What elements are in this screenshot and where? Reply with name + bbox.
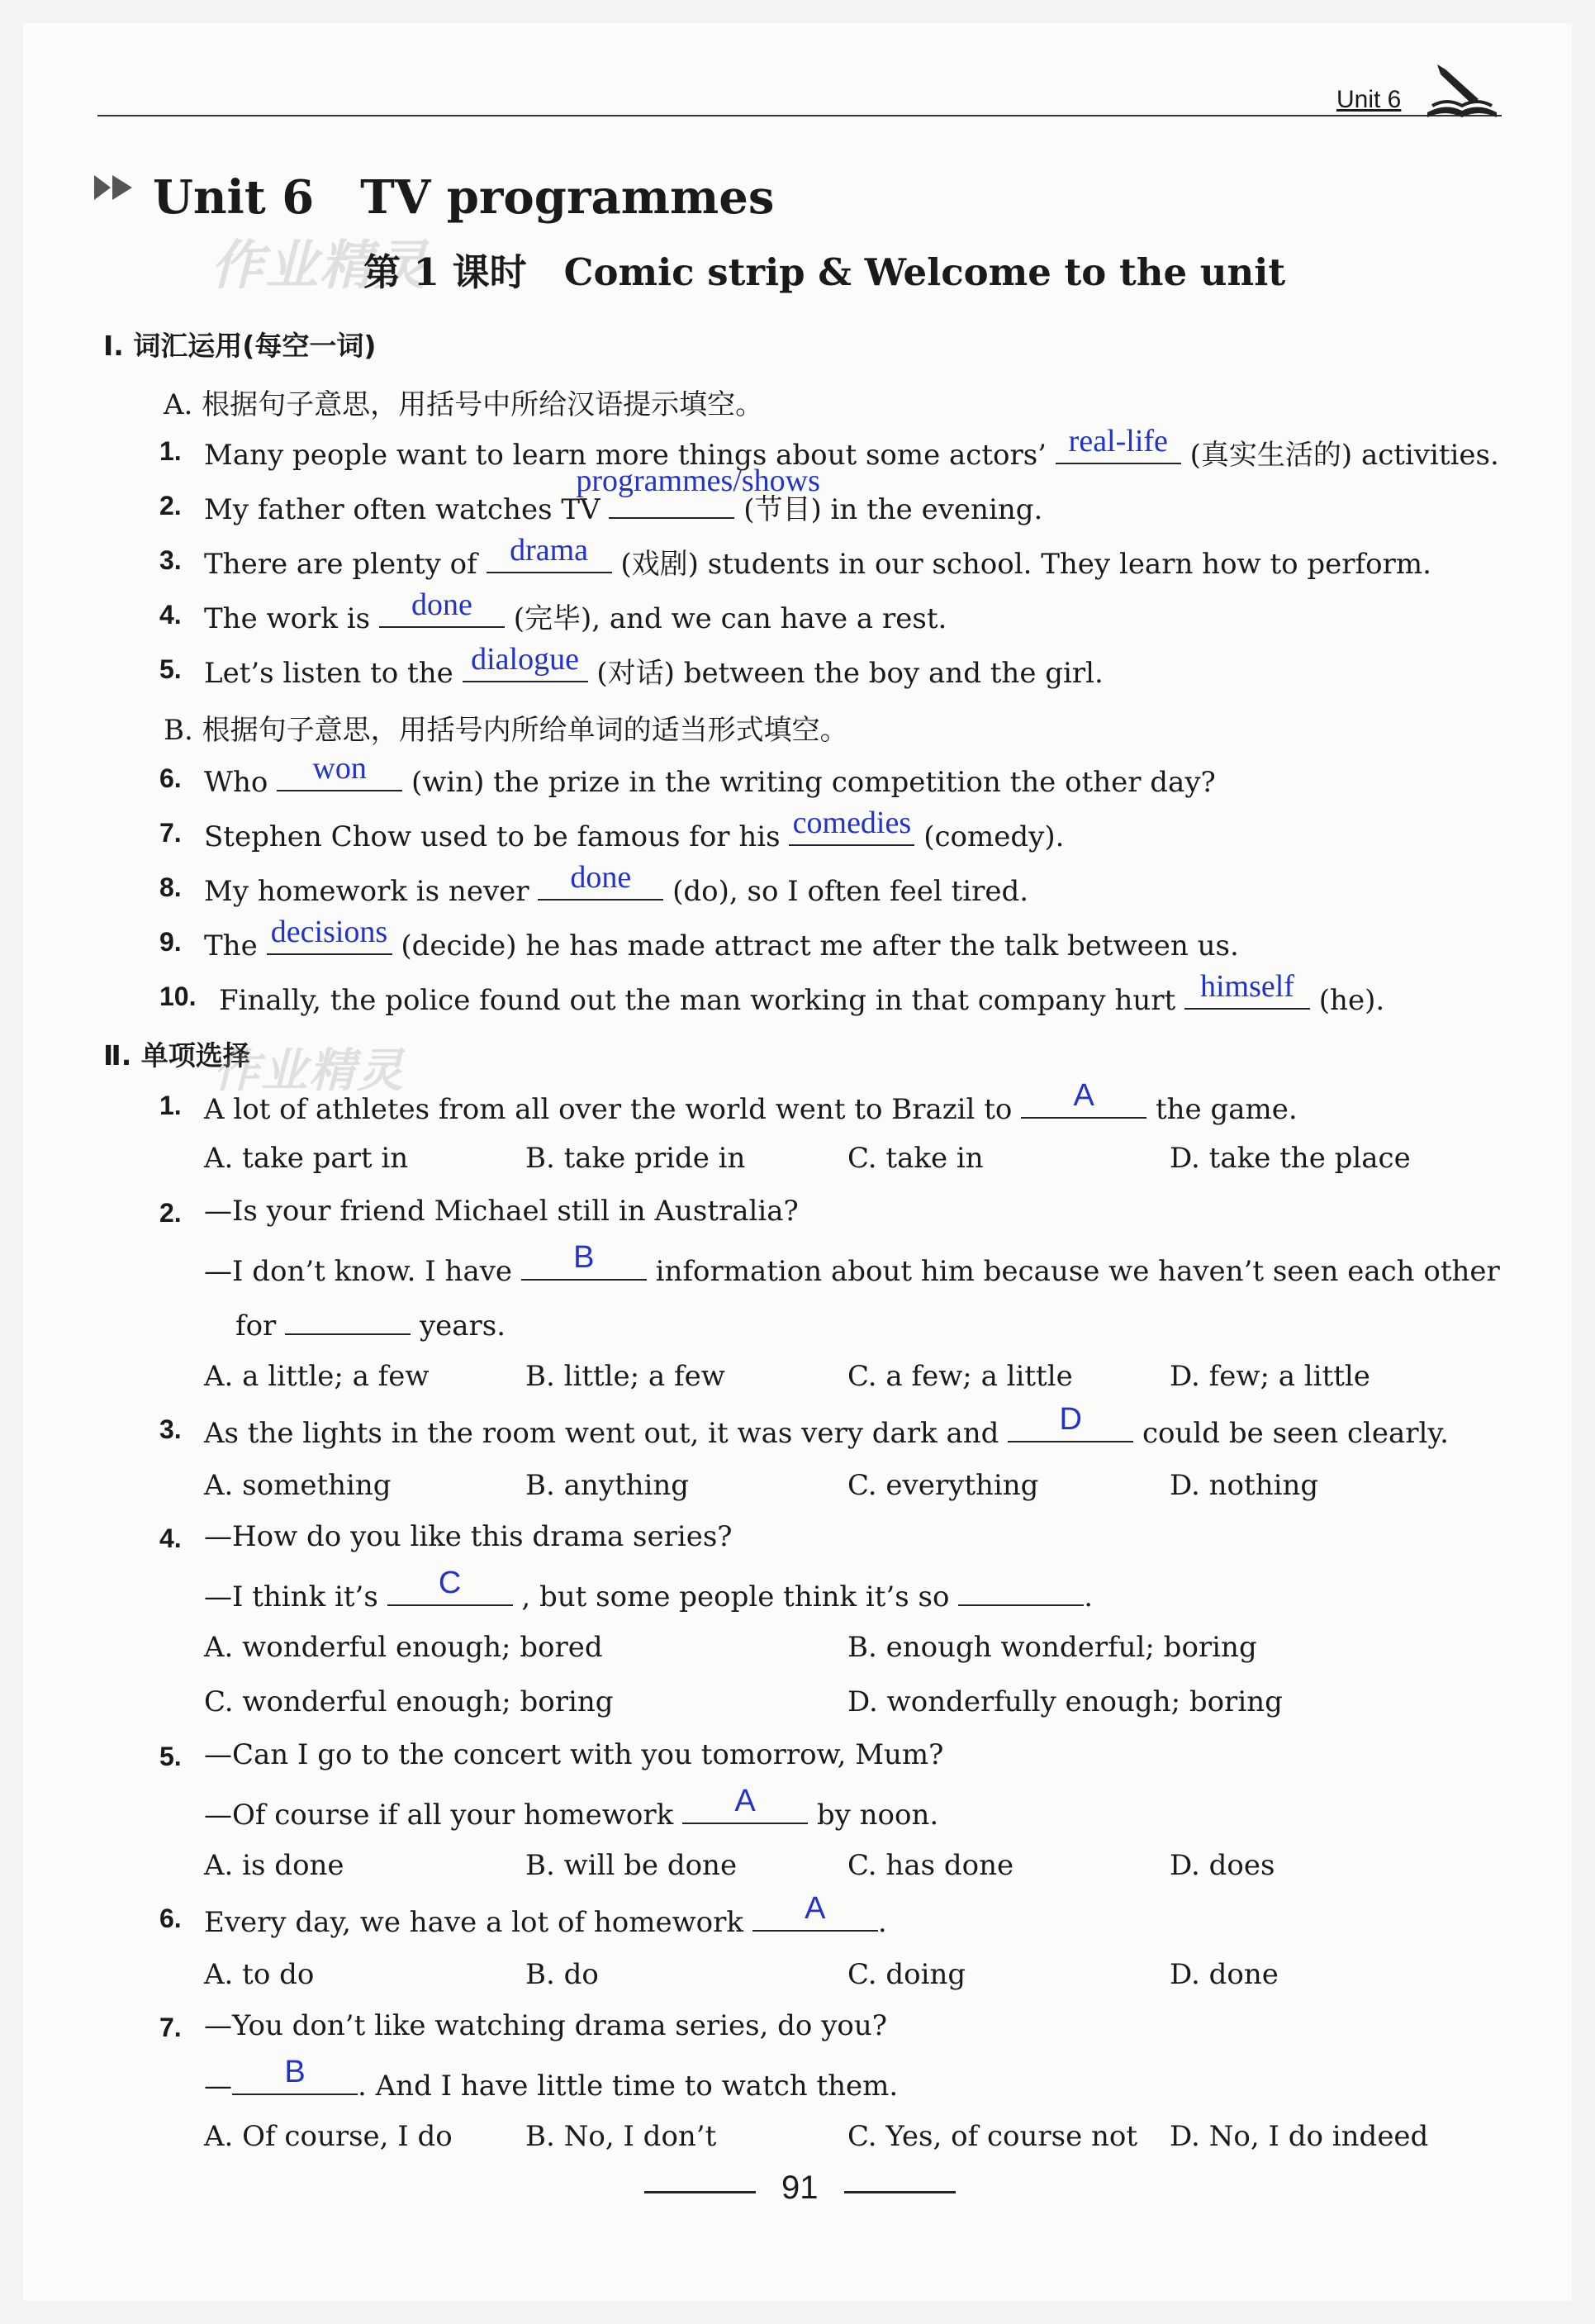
item-number: 3. bbox=[159, 545, 182, 575]
vocab-item-3: There are plenty of drama (戏剧) students in our school. They learn how to perform. bbox=[204, 533, 1431, 581]
section1-heading: Ⅰ. 词汇运用(每空一词) bbox=[103, 330, 377, 362]
option-a[interactable]: A. a little; a few bbox=[204, 1360, 430, 1393]
option-c[interactable]: C. everything bbox=[847, 1469, 1039, 1502]
mc-question-2-line3: for years. bbox=[235, 1304, 506, 1343]
item-number: 5. bbox=[159, 654, 182, 684]
page-title: Unit 6 TV programmes bbox=[153, 170, 775, 225]
vocab-item-6: Who won (win) the prize in the writing competition the other day? bbox=[204, 751, 1216, 799]
mc-question-7-line1: —You don’t like watching drama series, do you? bbox=[204, 2009, 888, 2042]
option-b[interactable]: B. do bbox=[525, 1958, 599, 1991]
vocab-item-9: The decisions (decide) he has made attract me after the talk between us. bbox=[204, 915, 1239, 962]
option-a[interactable]: A. take part in bbox=[204, 1142, 409, 1175]
vocab-item-8: My homework is never done (do), so I often feel tired. bbox=[204, 860, 1029, 908]
mc-question-6: Every day, we have a lot of homework A . bbox=[204, 1891, 887, 1939]
option-d[interactable]: D. done bbox=[1170, 1958, 1279, 1991]
answer-blank[interactable]: done bbox=[379, 596, 505, 628]
option-c[interactable]: C. wonderful enough; boring bbox=[204, 1685, 614, 1718]
watermark: 作业精灵 bbox=[213, 1044, 405, 1098]
item-number: 8. bbox=[159, 872, 182, 902]
option-c[interactable]: C. Yes, of course not bbox=[847, 2120, 1138, 2153]
header-rule bbox=[97, 115, 1502, 116]
mc-question-1: A lot of athletes from all over the world went to Brazil to A the game. bbox=[204, 1078, 1298, 1126]
answer-blank[interactable]: won bbox=[277, 760, 402, 791]
answer-blank[interactable]: himself bbox=[1184, 978, 1310, 1010]
mc-question-4-line2: —I think it’s C , but some people think it’s so . bbox=[204, 1566, 1094, 1613]
section1-partB-instruction: B. 根据句子意思，用括号内所给单词的适当形式填空。 bbox=[164, 714, 848, 747]
page-number-rule-right bbox=[844, 2191, 956, 2193]
vocab-item-2: My father often watches TV programmes/shows (节目) in the evening. bbox=[204, 463, 1043, 526]
option-d[interactable]: D. does bbox=[1170, 1849, 1275, 1882]
vocab-item-10: Finally, the police found out the man working in that company hurt himself (he). bbox=[219, 969, 1385, 1017]
answer-blank[interactable]: dialogue bbox=[463, 651, 588, 682]
option-a[interactable]: A. something bbox=[204, 1469, 392, 1502]
answer-blank[interactable]: D bbox=[1008, 1411, 1133, 1442]
item-number: 7. bbox=[159, 818, 182, 848]
option-c[interactable]: C. has done bbox=[847, 1849, 1014, 1882]
answer-blank[interactable]: comedies bbox=[789, 815, 914, 846]
mc-question-7-line2: — B . And I have little time to watch them. bbox=[204, 2055, 899, 2103]
option-d[interactable]: D. No, I do indeed bbox=[1170, 2120, 1429, 2153]
question-number: 1. bbox=[159, 1091, 182, 1120]
option-d[interactable]: D. nothing bbox=[1170, 1469, 1319, 1502]
header-unit-label: Unit 6 bbox=[1336, 86, 1402, 113]
vocab-item-1: Many people want to learn more things about some actors’ real-life (真实生活的) activities. bbox=[204, 424, 1499, 472]
question-number: 7. bbox=[159, 2013, 182, 2042]
mc-question-5-line2: —Of course if all your homework A by noon. bbox=[204, 1784, 939, 1832]
answer-blank[interactable]: A bbox=[682, 1793, 808, 1824]
mc-question-3: As the lights in the room went out, it was very dark and D could be seen clearly. bbox=[204, 1402, 1449, 1450]
answer-blank[interactable]: A bbox=[1021, 1087, 1146, 1119]
question-number: 2. bbox=[159, 1198, 182, 1228]
lesson-subtitle: 第 1 课时 Comic strip & Welcome to the unit bbox=[363, 250, 1286, 294]
answer-blank[interactable]: B bbox=[232, 2064, 358, 2095]
option-a[interactable]: A. is done bbox=[204, 1849, 344, 1882]
option-a[interactable]: A. to do bbox=[204, 1958, 315, 1991]
mc-question-4-line1: —How do you like this drama series? bbox=[204, 1520, 733, 1553]
answer-blank[interactable]: real-life bbox=[1056, 433, 1181, 464]
answer-blank-2[interactable] bbox=[958, 1575, 1084, 1606]
option-d[interactable]: D. wonderfully enough; boring bbox=[847, 1685, 1283, 1718]
answer-blank[interactable]: programmes/shows bbox=[609, 487, 734, 519]
option-c[interactable]: C. take in bbox=[847, 1142, 984, 1175]
question-number: 5. bbox=[159, 1742, 182, 1771]
option-a[interactable]: A. wonderful enough; bored bbox=[204, 1631, 603, 1664]
question-number: 6. bbox=[159, 1903, 182, 1933]
option-d[interactable]: D. take the place bbox=[1170, 1142, 1411, 1175]
answer-blank[interactable]: done bbox=[538, 869, 663, 901]
option-a[interactable]: A. Of course, I do bbox=[204, 2120, 453, 2153]
question-number: 3. bbox=[159, 1414, 182, 1444]
answer-blank[interactable]: decisions bbox=[267, 924, 392, 955]
page-number: 91 bbox=[781, 2170, 819, 2206]
section2-heading: Ⅱ. 单项选择 bbox=[103, 1039, 250, 1072]
page-number-rule-left bbox=[644, 2191, 756, 2193]
item-number: 9. bbox=[159, 927, 182, 957]
option-c[interactable]: C. a few; a little bbox=[847, 1360, 1073, 1393]
item-number: 6. bbox=[159, 763, 182, 793]
option-b[interactable]: B. anything bbox=[525, 1469, 690, 1502]
option-b[interactable]: B. little; a few bbox=[525, 1360, 725, 1393]
option-d[interactable]: D. few; a little bbox=[1170, 1360, 1370, 1393]
item-number: 10. bbox=[159, 981, 197, 1011]
question-number: 4. bbox=[159, 1523, 182, 1553]
mc-question-2-line1: —Is your friend Michael still in Australia? bbox=[204, 1195, 799, 1228]
answer-blank-2[interactable] bbox=[285, 1304, 411, 1335]
item-number: 1. bbox=[159, 436, 182, 466]
option-b[interactable]: B. No, I don’t bbox=[525, 2120, 717, 2153]
book-pen-icon bbox=[1421, 58, 1503, 124]
double-arrow-icon bbox=[93, 173, 135, 202]
answer-blank[interactable]: C bbox=[387, 1575, 513, 1606]
section1-partA-instruction: A. 根据句子意思，用括号中所给汉语提示填空。 bbox=[164, 388, 764, 421]
item-number: 2. bbox=[159, 491, 182, 520]
mc-question-2-line2: —I don’t know. I have B information about him because we haven’t seen each other bbox=[204, 1240, 1500, 1288]
vocab-item-4: The work is done (完毕), and we can have a rest. bbox=[204, 587, 947, 635]
answer-blank[interactable]: drama bbox=[487, 542, 612, 573]
vocab-item-7: Stephen Chow used to be famous for his comedies (comedy). bbox=[204, 806, 1065, 853]
vocab-item-5: Let’s listen to the dialogue (对话) between the boy and the girl. bbox=[204, 642, 1104, 690]
option-b[interactable]: B. take pride in bbox=[525, 1142, 746, 1175]
mc-question-5-line1: —Can I go to the concert with you tomorrow, Mum? bbox=[204, 1738, 944, 1771]
option-b[interactable]: B. will be done bbox=[525, 1849, 738, 1882]
option-c[interactable]: C. doing bbox=[847, 1958, 966, 1991]
option-b[interactable]: B. enough wonderful; boring bbox=[847, 1631, 1257, 1664]
answer-blank[interactable]: B bbox=[521, 1249, 647, 1281]
item-number: 4. bbox=[159, 600, 182, 630]
watermark: 作业精灵 bbox=[211, 235, 429, 297]
answer-blank[interactable]: A bbox=[752, 1900, 878, 1932]
